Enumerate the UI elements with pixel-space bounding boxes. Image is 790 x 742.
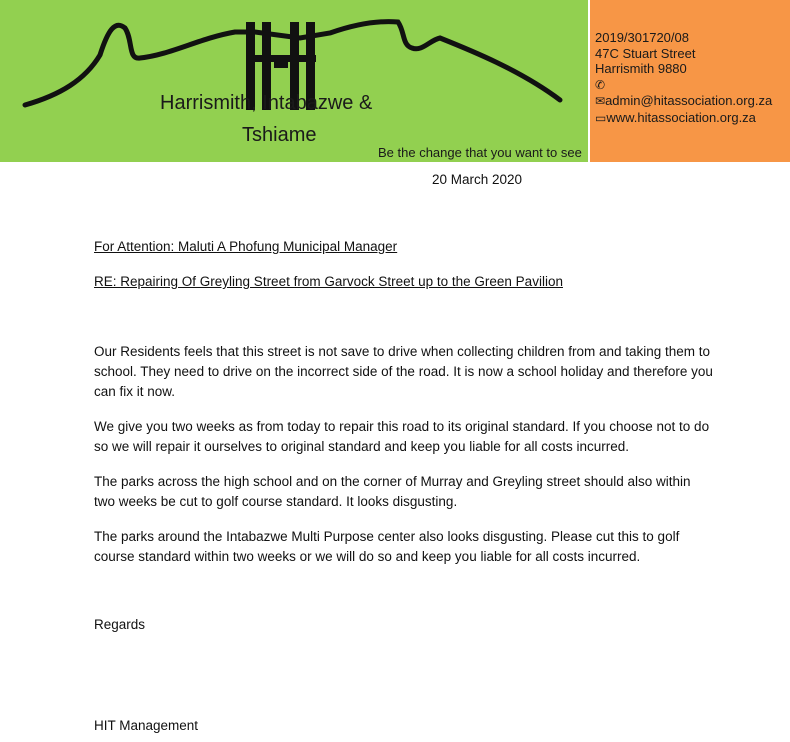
registration-number: 2019/301720/08 (595, 30, 689, 45)
paragraph: Our Residents feels that this street is not save to drive when collecting children from and taking them to school. They need to drive on the incorrect side of the road. It is now a school holiday and therefore you can fix it now. (94, 344, 713, 399)
letter-date: 20 March 2020 (432, 172, 523, 187)
contact-block (595, 30, 772, 126)
email-row[interactable] (595, 93, 772, 110)
org-name-line2: Tshiame (242, 124, 317, 146)
paragraph: We give you two weeks as from today to repair this road to its original standard. If you choose not to do so we will repair it ourselves to original standard and keep you liable for all costs incurred. (94, 419, 710, 454)
paragraph: The parks across the high school and on the corner of Murray and Greyling street should also within two weeks be cut to golf course standard. It looks disgusting. (94, 474, 691, 509)
phone-icon: ✆ (595, 77, 606, 92)
street-address: 47C Stuart Street (595, 45, 696, 61)
email-link[interactable]: admin@hitassociation.org.za (605, 93, 773, 108)
city-address: Harrismith 9880 (595, 61, 687, 76)
computer-icon: ▭ (595, 110, 607, 125)
attention-line: For Attention: Maluti A Phofung Municipal Manager (94, 239, 398, 254)
subject-line: RE: Repairing Of Greyling Street from Garvock Street up to the Green Pavilion (94, 274, 563, 289)
website-link[interactable]: www.hitassociation.org.za (606, 109, 756, 125)
signature: HIT Management (94, 718, 199, 733)
envelope-icon: ✉ (595, 94, 606, 108)
org-name-line1: Harrismith, Intabazwe & (160, 92, 373, 114)
website-row[interactable] (595, 110, 772, 127)
tagline: Be the change that you want to see (378, 145, 582, 160)
closing: Regards (94, 617, 146, 632)
paragraph: The parks around the Intabazwe Multi Purpose center also looks disgusting. Please cut this to golf course standard within two weeks or we will do so and keep you liable for all costs incurred. (94, 529, 680, 564)
